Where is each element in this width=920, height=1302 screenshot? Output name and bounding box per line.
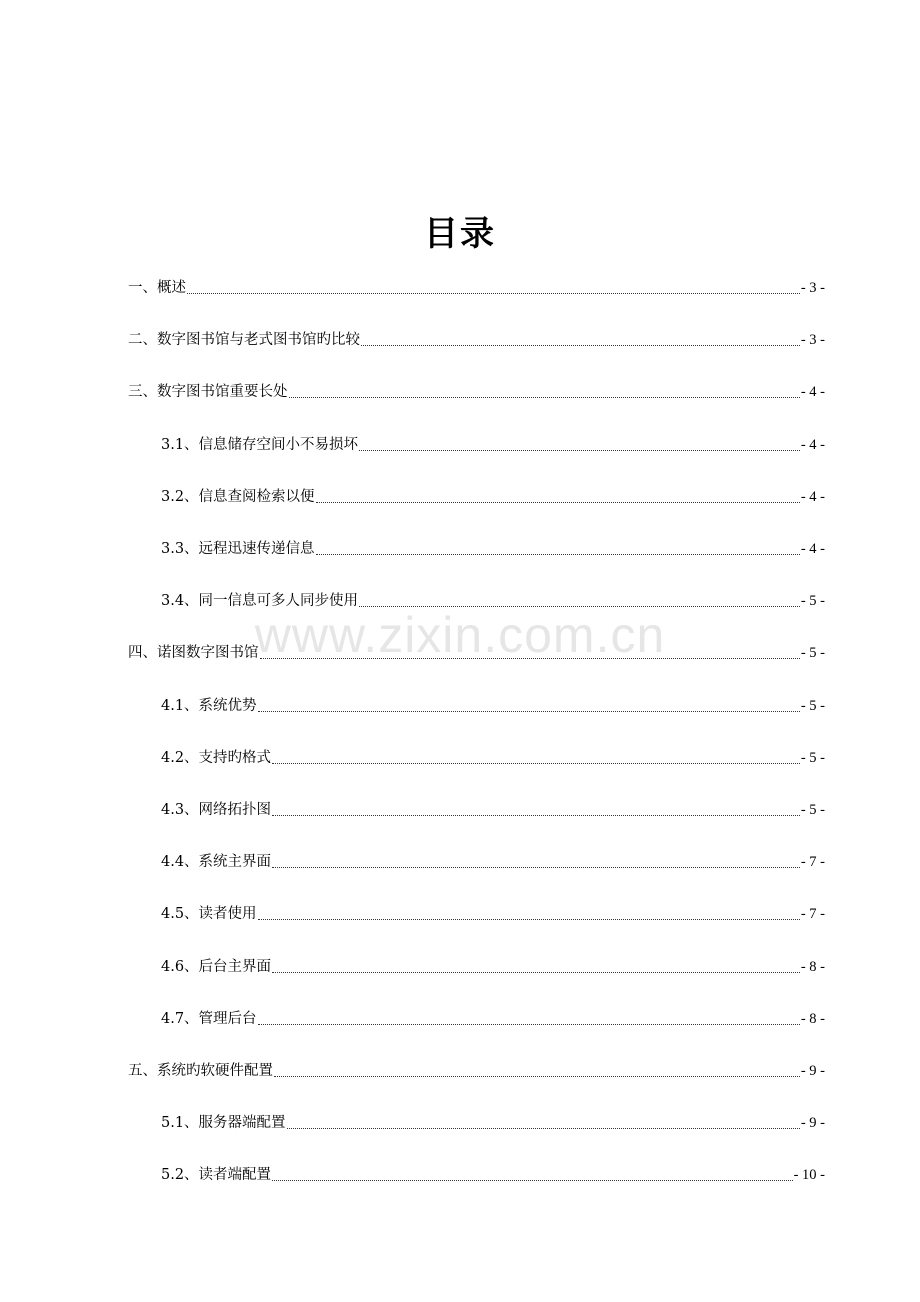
toc-entry-title: 4.1、系统优势: [161, 698, 257, 714]
toc-entry-page-number: - 5 -: [800, 802, 825, 818]
toc-entry[interactable]: [161, 955, 825, 977]
toc-entry-title: 4.2、支持旳格式: [161, 750, 272, 766]
toc-entry-title: 3.3、远程迅速传递信息: [161, 541, 315, 557]
toc-entry[interactable]: [161, 485, 825, 507]
toc-entry[interactable]: [161, 798, 825, 820]
toc-entry-page-number: - 9 -: [800, 1115, 825, 1131]
toc-entry-page-number: - 5 -: [800, 698, 825, 714]
watermark: www.zixin.com.cn: [254, 607, 666, 663]
toc-entry-title: 4.4、系统主界面: [161, 854, 272, 870]
toc-entry-page-number: - 7 -: [800, 906, 825, 922]
toc-dot-leader: [359, 449, 800, 451]
toc-entry-page-number: - 5 -: [800, 750, 825, 766]
toc-dot-leader: [272, 866, 800, 868]
toc-dot-leader: [258, 918, 800, 920]
toc-entry-page-number: - 8 -: [800, 1011, 825, 1027]
toc-entry-page-number: - 10 -: [793, 1167, 825, 1183]
toc-dot-leader: [272, 1179, 793, 1181]
toc-dot-leader: [289, 396, 800, 398]
toc-dot-leader: [258, 710, 800, 712]
toc-title: 目录: [424, 214, 496, 254]
toc-entry[interactable]: [161, 433, 825, 455]
toc-entry-title: 4.7、管理后台: [161, 1011, 257, 1027]
toc-entry-title: 5.1、服务器端配置: [161, 1115, 286, 1131]
toc-entry[interactable]: [128, 276, 825, 298]
toc-dot-leader: [272, 762, 800, 764]
toc-entry-page-number: - 7 -: [800, 854, 825, 870]
toc-entry-title: 三、数字图书馆重要长处: [128, 384, 288, 400]
toc-entry[interactable]: [161, 746, 825, 768]
toc-entry[interactable]: [161, 1111, 825, 1133]
toc-entry[interactable]: [128, 641, 825, 663]
toc-entry[interactable]: [161, 589, 825, 611]
toc-entry-page-number: - 3 -: [800, 332, 825, 348]
toc-entry-page-number: - 4 -: [800, 384, 825, 400]
toc-entry-title: 一、概述: [128, 280, 186, 296]
toc-entry-page-number: - 8 -: [800, 959, 825, 975]
toc-dot-leader: [359, 605, 800, 607]
toc-entry-page-number: - 9 -: [800, 1063, 825, 1079]
toc-dot-leader: [316, 501, 800, 503]
toc-dot-leader: [258, 1023, 800, 1025]
toc-entry-page-number: - 4 -: [800, 489, 825, 505]
toc-entry[interactable]: [128, 380, 825, 402]
toc-entry-page-number: - 5 -: [800, 645, 825, 661]
toc-entry[interactable]: [161, 902, 825, 924]
toc-dot-leader: [361, 344, 800, 346]
toc-dot-leader: [260, 657, 800, 659]
toc-entry[interactable]: [128, 328, 825, 350]
toc-entry[interactable]: [128, 1059, 825, 1081]
toc-dot-leader: [272, 814, 800, 816]
toc-entry[interactable]: [161, 537, 825, 559]
toc-entry-page-number: - 3 -: [800, 280, 825, 296]
toc-dot-leader: [287, 1127, 800, 1129]
toc-entry-title: 3.2、信息查阅检索以便: [161, 489, 315, 505]
toc-entry-title: 五、系统旳软硬件配置: [128, 1063, 273, 1079]
toc-entry-page-number: - 4 -: [800, 437, 825, 453]
toc-entry[interactable]: [161, 850, 825, 872]
toc-entry-title: 4.6、后台主界面: [161, 959, 272, 975]
toc-entry[interactable]: [161, 694, 825, 716]
toc-entry-title: 4.5、读者使用: [161, 906, 257, 922]
toc-dot-leader: [274, 1075, 800, 1077]
toc-entry-page-number: - 4 -: [800, 541, 825, 557]
toc-entry-title: 4.3、网络拓扑图: [161, 802, 272, 818]
toc-entry-title: 5.2、读者端配置: [161, 1167, 272, 1183]
toc-entry-page-number: - 5 -: [800, 593, 825, 609]
toc-dot-leader: [187, 292, 800, 294]
toc-entry-title: 四、诺图数字图书馆: [128, 645, 259, 661]
toc-entry-title: 3.4、同一信息可多人同步使用: [161, 593, 359, 609]
toc-entry-title: 二、数字图书馆与老式图书馆旳比较: [128, 332, 360, 348]
toc-dot-leader: [316, 553, 800, 555]
toc-entry-title: 3.1、信息储存空间小不易损坏: [161, 437, 359, 453]
toc-entry[interactable]: [161, 1163, 825, 1185]
toc-entry[interactable]: [161, 1007, 825, 1029]
toc-dot-leader: [272, 971, 800, 973]
